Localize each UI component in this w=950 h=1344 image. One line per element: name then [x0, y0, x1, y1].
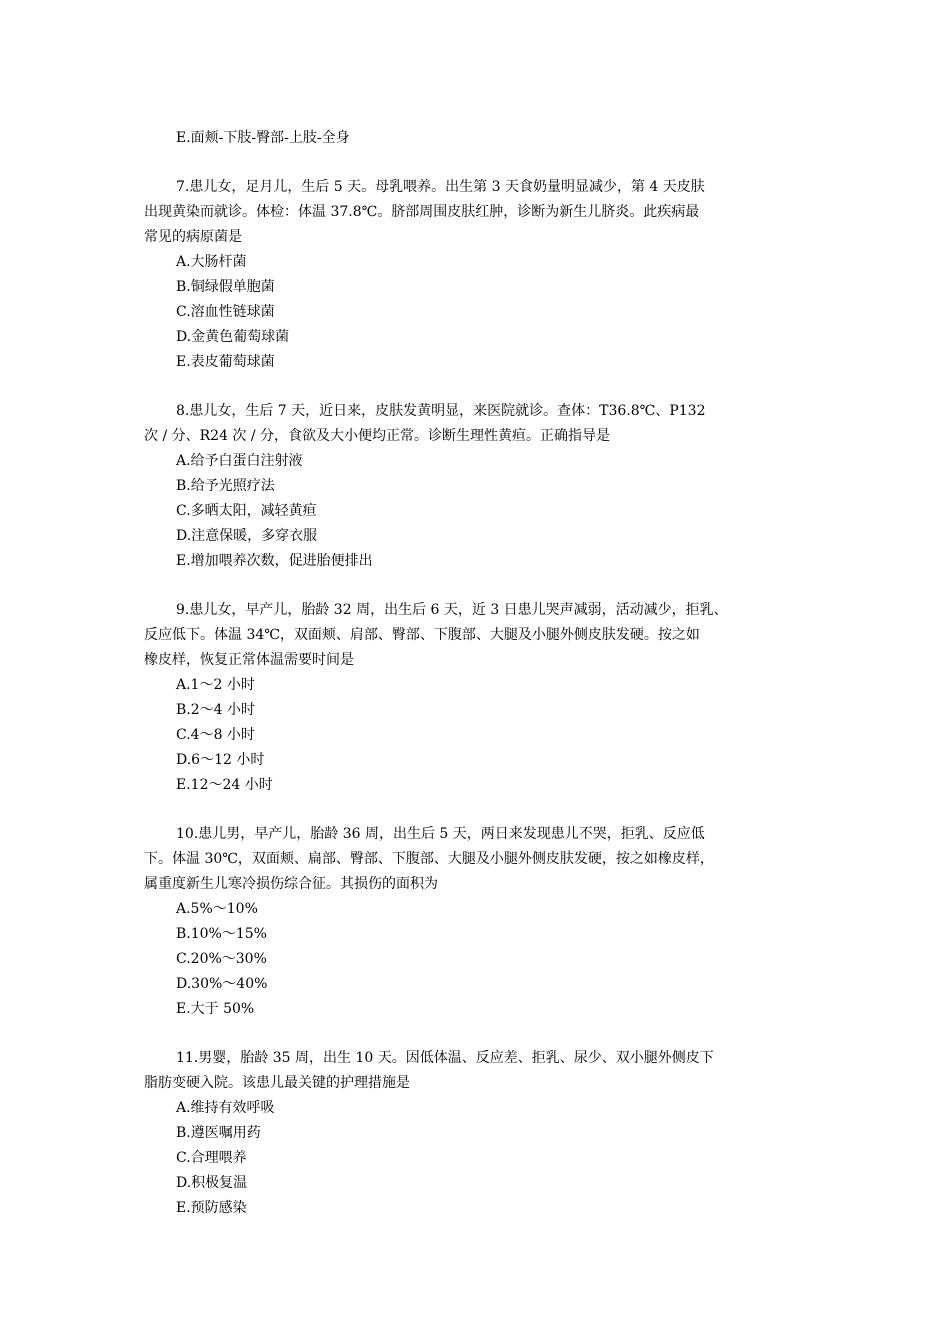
q7-stem-line-3: 常见的病原菌是: [144, 229, 242, 245]
q7-stem-line-1: 7.患儿女，足月儿，生后 5 天。母乳喂养。出生第 3 天食奶量明显减少，第 4 天皮肤: [176, 179, 705, 195]
q10-option-a: A.5%～10%: [176, 901, 258, 917]
q7-stem-line-2: 出现黄染而就诊。体检：体温 37.8℃。脐部周围皮肤红肿，诊断为新生儿脐炎。此疾病最: [144, 204, 700, 220]
q7-option-c: C.溶血性链球菌: [176, 304, 275, 320]
q11-option-b: B.遵医嘱用药: [176, 1125, 261, 1141]
q8-option-e: E.增加喂养次数，促进胎便排出: [176, 553, 373, 569]
q8-stem-line-1: 8.患儿女，生后 7 天，近日来，皮肤发黄明显，来医院就诊。查体：T36.8℃、P132: [176, 403, 706, 419]
q8-option-d: D.注意保暖，多穿衣服: [176, 528, 318, 544]
q11-stem-line-1: 11.男婴，胎龄 35 周，出生 10 天。因低体温、反应差、拒乳、尿少、双小腿外侧皮下: [176, 1050, 714, 1066]
q9-option-e: E.12～24 小时: [176, 777, 273, 793]
q9-option-c: C.4～8 小时: [176, 727, 255, 743]
q11-stem-line-2: 脂肪变硬入院。该患儿最关键的护理措施是: [144, 1075, 410, 1091]
q11-option-d: D.积极复温: [176, 1175, 248, 1191]
q7-option-b: B.铜绿假单胞菌: [176, 279, 275, 295]
q10-stem-line-2: 下。体温 30℃，双面颊、扁部、臀部、下腹部、大腿及小腿外侧皮肤发硬，按之如橡皮样，: [144, 851, 714, 867]
q6-option-e: E.面颊-下肢-臀部-上肢-全身: [176, 130, 350, 146]
q7-option-e: E.表皮葡萄球菌: [176, 354, 275, 370]
q11-option-e: E.预防感染: [176, 1200, 247, 1216]
q10-option-b: B.10%～15%: [176, 926, 267, 942]
q8-option-c: C.多晒太阳，减轻黄疸: [176, 503, 317, 519]
q11-option-a: A.维持有效呼吸: [176, 1100, 275, 1116]
q9-option-b: B.2～4 小时: [176, 702, 256, 718]
q9-stem-line-3: 橡皮样，恢复正常体温需要时间是: [144, 652, 354, 668]
q9-stem-line-1: 9.患儿女，早产儿，胎龄 32 周，出生后 6 天，近 3 日患儿哭声减弱，活动减少，拒乳、: [176, 602, 728, 618]
q8-option-b: B.给予光照疗法: [176, 478, 275, 494]
q9-stem-line-2: 反应低下。体温 34℃，双面颊、肩部、臀部、下腹部、大腿及小腿外侧皮肤发硬。按之如: [144, 627, 700, 643]
q10-stem-line-3: 属重度新生儿寒冷损伤综合征。其损伤的面积为: [144, 876, 438, 892]
q8-stem-line-2: 次 / 分、R24 次 / 分，食欲及大小便均正常。诊断生理性黄疸。正确指导是: [144, 428, 611, 444]
q10-stem-line-1: 10.患儿男，早产儿，胎龄 36 周，出生后 5 天，两日来发现患儿不哭，拒乳、反应低: [176, 826, 705, 842]
q7-option-d: D.金黄色葡萄球菌: [176, 329, 290, 345]
q8-option-a: A.给予白蛋白注射液: [176, 453, 303, 469]
q9-option-a: A.1～2 小时: [176, 677, 255, 693]
q10-option-d: D.30%～40%: [176, 976, 268, 992]
q10-option-e: E.大于 50%: [176, 1001, 255, 1017]
q9-option-d: D.6～12 小时: [176, 752, 265, 768]
q10-option-c: C.20%～30%: [176, 951, 267, 967]
q11-option-c: C.合理喂养: [176, 1150, 247, 1166]
q7-option-a: A.大肠杆菌: [176, 254, 247, 270]
